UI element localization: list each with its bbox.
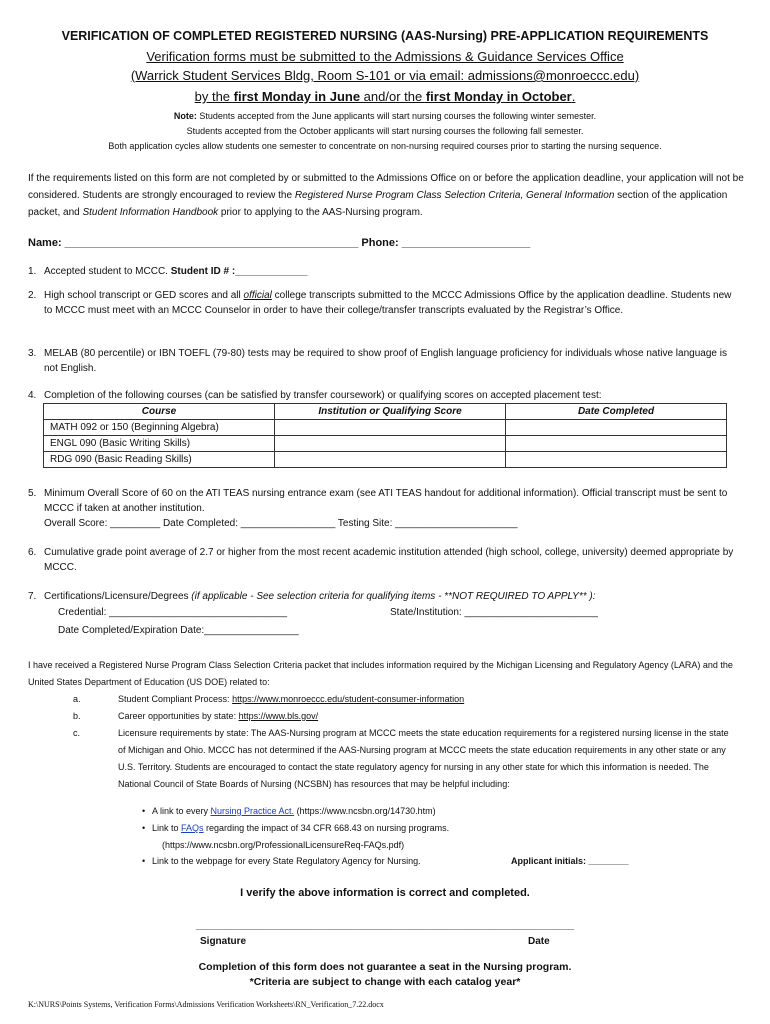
course-cell: RDG 090 (Basic Reading Skills): [44, 452, 275, 468]
ack-a: Student Compliant Process: https://www.monroeccc.edu/student-consumer-information: [118, 694, 465, 704]
course-cell: ENGL 090 (Basic Writing Skills): [44, 436, 275, 452]
note-line-3: Both application cycles allow students one semester to concentrate on non-nursing required courses prior to starting the nursing sequence.: [108, 141, 662, 151]
note-line-1: Note: Students accepted from the June applicants will start nursing courses the following winter semester.: [173, 111, 597, 121]
form-title: VERIFICATION OF COMPLETED REGISTERED NURSING (AAS-Nursing) PRE-APPLICATION REQUIREMENTS: [61, 29, 709, 43]
table-row: [44, 436, 727, 452]
date-cell[interactable]: [506, 452, 727, 468]
bls-link[interactable]: https://www.bls.gov/: [238, 711, 319, 721]
acknowledgement-paragraph: I have received a Registered Nurse Program Class Selection Criteria packet that includes information required by the Michigan Licensing and Regulatory Agency (LARA) and the United States Department of Education (US DOE) related to:: [28, 660, 733, 687]
verify-statement: I verify the above information is correct and completed.: [240, 887, 530, 899]
col-institution: Institution or Qualifying Score: [275, 404, 506, 420]
footer-disclaimer: Completion of this form does not guarantee a seat in the Nursing program.: [198, 961, 572, 973]
state-institution-field[interactable]: State/Institution: ________________________: [390, 607, 598, 618]
bullet-faqs: • Link to FAQs regarding the impact of 34 CFR 668.43 on nursing programs.: [152, 823, 449, 833]
faqs-url: (https://www.ncsbn.org/ProfessionalLicensureReq-FAQs.pdf): [162, 840, 405, 850]
institution-cell[interactable]: [275, 436, 506, 452]
table-row: [44, 452, 727, 468]
teas-fields[interactable]: Overall Score: _________ Date Completed: _________________ Testing Site: ______________________: [44, 518, 518, 529]
note-line-2: Students accepted from the October applicants will start nursing courses the following fall semester.: [186, 126, 584, 136]
bullet-state-agency: • Link to the webpage for every State Regulatory Agency for Nursing.: [152, 856, 421, 866]
ack-c: Licensure requirements by state: The AAS-Nursing program at MCCC meets the state education requirements for a registered nursing license in the state of Michigan and Ohio. MCCC has not determined if the AAS-Nursing program at MCCC meets the state education requirements in any other state or any U.S. Territory. Students are encouraged to contact the state regulatory agency for nursing in any other state for which this information is needed. The National Council of State Boards of Nursing (NCSBN) has resources that may be helpful including:: [118, 728, 729, 789]
deadline-line: by the first Monday in June and/or the first Monday in October.: [194, 89, 576, 104]
bullet-nursing-practice-act: • A link to every Nursing Practice Act. (https://www.ncsbn.org/14730.htm): [152, 806, 436, 816]
col-date: Date Completed: [506, 404, 727, 420]
credential-field[interactable]: Credential: ________________________________: [58, 607, 288, 618]
institution-cell[interactable]: [275, 420, 506, 436]
date-label: Date: [528, 936, 550, 947]
col-course: Course: [44, 404, 275, 420]
intro-paragraph: If the requirements listed on this form are not completed by or submitted to the Admissions Office on or before the application deadline, your application will not be considered. Students are strongly encouraged to review the Registered Nurse Program Class Selection Criteria, General Information section of the application packet, and Student Information Handbook prior to applying to the AAS-Nursing program.: [28, 173, 744, 218]
note-block: [0, 109, 770, 154]
student-id-field[interactable]: Student ID # :_____________: [170, 266, 308, 277]
expiration-date-field[interactable]: Date Completed/Expiration Date:_________________: [58, 625, 299, 636]
applicant-initials-field[interactable]: Applicant initials: ________: [511, 856, 629, 866]
ack-b: Career opportunities by state: https://www.bls.gov/: [118, 711, 319, 721]
file-path: K:\NURS\Points Systems, Verification Forms\Admissions Verification Worksheets\RN_Verification_7.22.docx: [28, 1000, 384, 1009]
nursing-practice-act-link[interactable]: Nursing Practice Act.: [210, 806, 295, 816]
ack-a-label: a.: [73, 694, 81, 704]
footer-catalog-note: *Criteria are subject to change with each catalog year*: [249, 976, 521, 988]
course-cell: MATH 092 or 150 (Beginning Algebra): [44, 420, 275, 436]
signature-line[interactable]: ____________________________________________________________________: [195, 920, 575, 931]
faqs-link[interactable]: FAQs: [181, 823, 204, 833]
institution-cell[interactable]: [275, 452, 506, 468]
name-phone-line[interactable]: Name: ________________________________________________ Phone: _____________________: [28, 237, 531, 249]
ack-b-label: b.: [73, 711, 81, 721]
table-row: [44, 420, 727, 436]
office-location: (Warrick Student Services Bldg, Room S-101 or via email: admissions@monroeccc.edu): [130, 68, 640, 83]
form-page: VERIFICATION OF COMPLETED REGISTERED NURSING (AAS-Nursing) PRE-APPLICATION REQUIREMENTS Verification forms must be submitted to the Admissions & Guidance Services Office (Warrick Student Services Bldg, Room S-101 or via email: admissions@monroeccc.edu) by the first Monday in June and/or the first Monday in October. Note: Students accepted from the June applicants will start nursing courses the following winter semester. Students accepted from the October applicants will start nursing courses the following fall semester. Both application cycles allow students one semester to concentrate on non-nursing required courses prior to starting the nursing sequence. If the requirements listed on this form are not completed by or submitted to the Admissions Office on or before the application deadline, your application will not be considered. Students are strongly encouraged to review the Registered Nurse Program Class Selection Criteria, General Information section of the application packet, and Student Information Handbook prior to applying to the AAS-Nursing program. Name: ________________________________________________ Phone: _____________________ 1. Accepted student to MCCC. Student ID # :_____________ 2. High school transcript or GED scores and all official college transcripts submitted to the MCCC Admissions Office by the application deadline. Students new to MCCC must meet with an MCCC Counselor in order to have their college/transfer transcripts evaluated by the Registrar’s Office. 3. MELAB (80 percentile) or IBN TOEFL (79-80) tests may be required to show proof of English language proficiency for individuals whose native language is not English. 4. Completion of the following courses (can be satisfied by transfer coursework) or qualifying scores on accepted placement test: Course Institution or Qualifying Score Date Completed MATH 092 or 150 (Beginning Algebra) ENGL 090 (Basic Writing Skills) RDG 090 (Basic Reading Skills) 5. Minimum Overall Score of 60 on the ATI TEAS nursing entrance exam (see ATI TEAS handout for additional information). Official transcript must be sent to MCCC if taken at another institution. Overall Score: _________ Date Completed: _________________ Testing Site: ______________________ 6. Cumulative grade point average of 2.7 or higher from the most recent academic institution attended (high school, college, university) deemed appropriate by MCCC. 7. Certifications/Licensure/Degrees (if applicable - See selection criteria for qualifying items - **NOT REQUIRED TO APPLY** ): Credential: ________________________________ State/Institution: ________________________ Date Completed/Expiration Date:_________________ I have received a Registered Nurse Program Class Selection Criteria packet that includes information required by the Michigan Licensing and Regulatory Agency (LARA) and the United States Department of Education (US DOE) related to: a. Student Compliant Process: https://www.monroeccc.edu/student-consumer-information b. Career opportunities by state: https://www.bls.gov/ c. Licensure requirements by state: The AAS-Nursing program at MCCC meets the state education requirements for a registered nursing license in the state of Michigan and Ohio. MCCC has not determined if the AAS-Nursing program at MCCC meets the state education requirements in any other state or any U.S. Territory. Students are encouraged to contact the state regulatory agency for nursing in any other state for which this information is needed. The National Council of State Boards of Nursing (NCSBN) has resources that may be helpful including: • A link to every Nursing Practice Act. (https://www.ncsbn.org/14730.htm) • Link to FAQs regarding the impact of 34 CFR 668.43 on nursing programs. (https://www.ncsbn.org/ProfessionalLicensureReq-FAQs.pdf) • Link to the webpage for every State Regulatory Agency for Nursing. Applicant initials: ________ I verify the above information is correct and completed. ____________________________________________________________________ Signature Date Completion of this form does not guarantee a seat in the Nursing program. *Criteria are subject to change with each catalog year* K:\NURS\Points Systems, Verification Forms\Admissions Verification Worksheets\RN_Verification_7.22.docx: [0, 0, 770, 1024]
date-cell[interactable]: [506, 420, 727, 436]
submission-instructions: Verification forms must be submitted to the Admissions & Guidance Services Office: [146, 49, 624, 64]
table-header-row: [44, 404, 727, 420]
date-cell[interactable]: [506, 436, 727, 452]
ack-c-label: c.: [73, 728, 81, 738]
consumer-info-link[interactable]: https://www.monroeccc.edu/student-consumer-information: [232, 694, 465, 704]
signature-label: Signature: [200, 936, 247, 947]
courses-table: [43, 403, 727, 468]
